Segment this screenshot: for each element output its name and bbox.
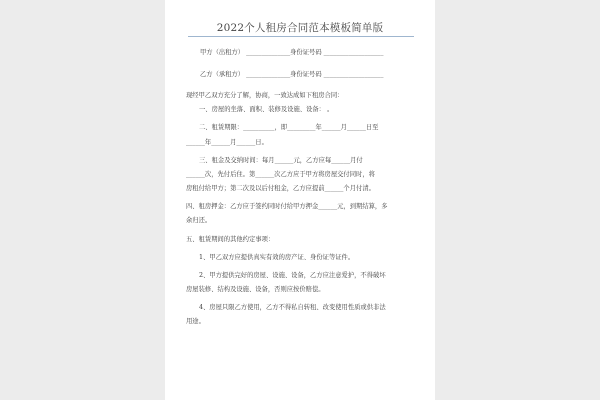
- clause-3-continuation-1: ______次，先付后住。第______次乙方应于甲方将房屋交付同时，将: [186, 171, 375, 178]
- clause-1-line: 一、房屋的坐落、面积、装修及设施、设备： 。: [199, 106, 334, 113]
- party-a-line: 甲方（出租方） ______________身份证号码 ___________________: [200, 49, 384, 56]
- item-2-continuation: 房屋装修、结构及设施、设备，否则应按价赔偿。: [186, 286, 325, 293]
- clause-5-heading: 五、租赁期间的其他约定事项：: [186, 236, 275, 243]
- clause-4-line: 四、租房押金：乙方应于签约同时付给甲方押金______元，到期结算，多: [186, 203, 388, 210]
- item-1-line: 1、甲乙双方应提供真实有效的房产证、身份证等证件。: [199, 254, 355, 261]
- clause-2-line: 二、租赁期限：__________，即_________年______月______日至: [199, 124, 379, 131]
- clause-2-continuation: ______年______月______日。: [186, 139, 268, 146]
- item-2-line: 2、甲方提供完好的房屋、设施、设备，乙方应注意爱护，不得破坏: [199, 272, 386, 279]
- intro-line: 现经甲乙双方充分了解，协商，一致达成如下租房合同：: [186, 92, 344, 99]
- title-underline: [188, 36, 414, 37]
- clause-4-continuation: 余归还。: [186, 217, 212, 224]
- party-b-line: 乙方（承租方） ______________身份证号码 ___________________: [200, 71, 384, 78]
- document-page: [165, 0, 435, 400]
- item-4-continuation: 用途。: [186, 318, 205, 325]
- clause-3-continuation-2: 房租付给甲方；第二次及以后付租金，乙方应提前______个月付清。: [186, 185, 375, 192]
- item-4-line: 4、房屋只限乙方使用，乙方不得私自转租、改变使用性质或供非法: [199, 304, 386, 311]
- document-title: 2022个人租房合同范本模板简单版: [216, 22, 384, 34]
- clause-3-line: 三、租金及交纳时间：每月______元，乙方应每______月付: [199, 157, 363, 164]
